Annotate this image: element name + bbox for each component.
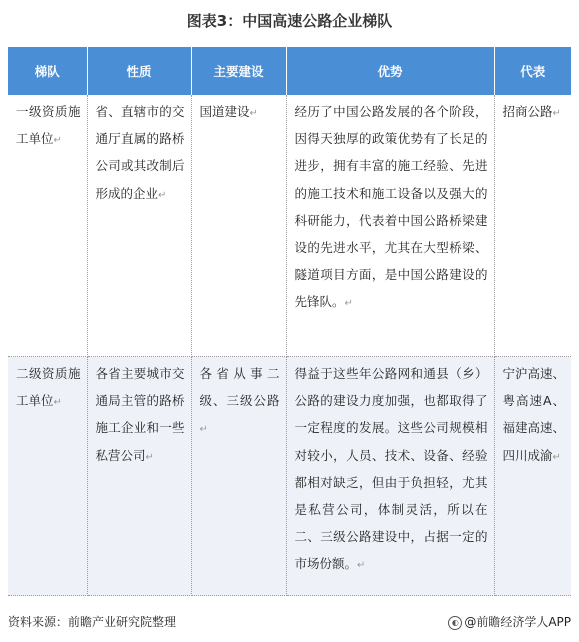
cell-nature: 各省主要城市交通局主管的路桥施工企业和一些私营公司↵ bbox=[87, 357, 191, 596]
tier-table bbox=[8, 47, 571, 596]
cell-tier: 二级资质施工单位↵ bbox=[8, 357, 87, 596]
paragraph-mark: ↵ bbox=[158, 189, 167, 201]
source-note: 资料来源：前瞻产业研究院整理 bbox=[8, 615, 177, 629]
table-header-row bbox=[8, 47, 571, 95]
header-construction: 主要建设 bbox=[191, 47, 286, 95]
paragraph-mark: ↵ bbox=[552, 108, 561, 119]
cell-representative: 招商公路↵ bbox=[494, 95, 571, 357]
paragraph-mark: ↵ bbox=[357, 560, 366, 572]
cell-advantage: 经历了中国公路发展的各个阶段，因得天独厚的政策优势有了长足的进步，拥有丰富的施工经验、先进的施工技术和施工设备以及强大的科研能力，代表着中国公路桥梁建设的先进水平，尤其在大型桥梁、隧道项目方面，是中国公路建设的先锋队。↵ bbox=[286, 95, 494, 357]
paragraph-mark: ↵ bbox=[53, 135, 62, 147]
brand-text: @前瞻经济学人APP bbox=[464, 615, 571, 629]
paragraph-mark: ↵ bbox=[249, 108, 258, 119]
header-representative: 代表 bbox=[494, 47, 571, 95]
brand-credit bbox=[448, 613, 571, 630]
cell-tier: 一级资质施工单位↵ bbox=[8, 95, 87, 357]
paragraph-mark: ↵ bbox=[53, 397, 62, 409]
paragraph-mark: ↵ bbox=[199, 424, 208, 436]
cell-construction: 国道建设↵ bbox=[191, 95, 286, 357]
header-tier: 梯队 bbox=[8, 47, 87, 95]
header-nature: 性质 bbox=[87, 47, 191, 95]
header-advantage: 优势 bbox=[286, 47, 494, 95]
table-row bbox=[8, 357, 571, 596]
cell-nature: 省、直辖市的交通厅直属的路桥公司或其改制后形成的企业↵ bbox=[87, 95, 191, 357]
paragraph-mark: ↵ bbox=[145, 451, 154, 463]
cell-representative: 宁沪高速、粤高速A、福建高速、四川成渝↵ bbox=[494, 357, 571, 596]
paragraph-mark: ↵ bbox=[344, 298, 353, 310]
table-row bbox=[8, 95, 571, 357]
qianzhan-logo-icon: ◐ bbox=[448, 616, 462, 630]
tier-table-container bbox=[8, 47, 571, 596]
cell-advantage: 得益于这些年公路网和通县（乡）公路的建设力度加强，也都取得了一定程度的发展。这些公司规模相对较小，人员、技术、设备、经验都相对缺乏，但由于负担轻，尤其是私营公司，体制灵活，所以在二、三级公路建设中，占据一定的市场份额。↵ bbox=[286, 357, 494, 596]
cell-construction: 各省从事二级、三级公路↵ bbox=[191, 357, 286, 596]
paragraph-mark: ↵ bbox=[552, 451, 561, 463]
chart-title: 图表3：中国高速公路企业梯队 bbox=[186, 12, 393, 30]
